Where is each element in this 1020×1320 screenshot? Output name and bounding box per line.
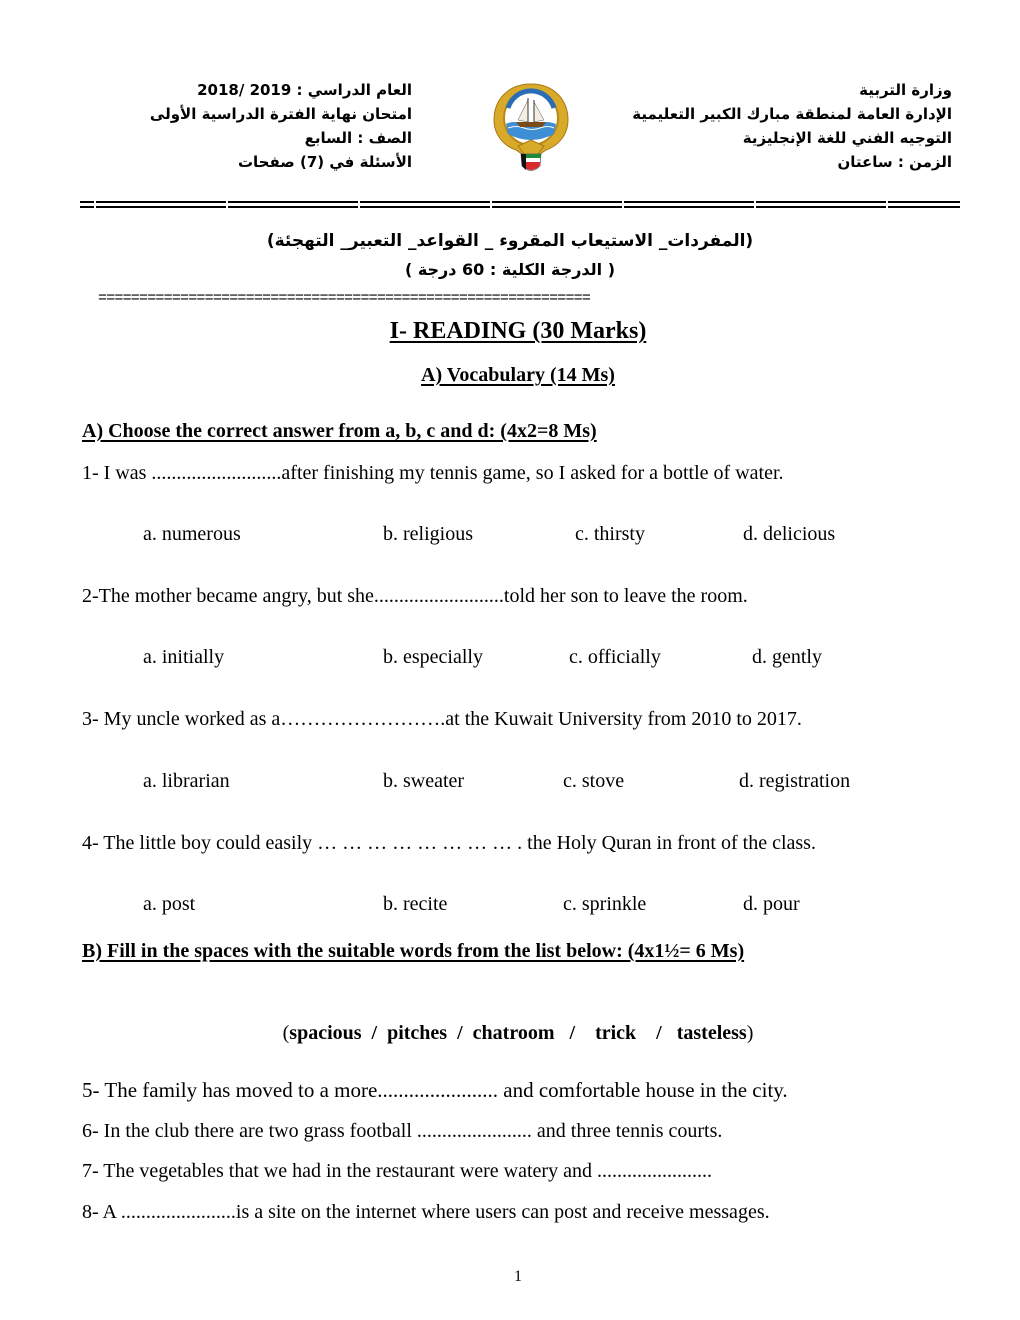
fill-sentence-6: 6- In the club there are two grass football ....................... and three tennis courts. [82,1120,723,1142]
q4-option-b[interactable]: b. recite [383,893,448,915]
q4-option-c[interactable]: c. sprinkle [563,893,647,915]
question-2: 2-The mother became angry, but she..........................told her son to leave the room. [82,585,748,607]
exam-duration: الزمن : ساعتان [837,153,952,171]
kuwait-emblem-icon [488,80,574,176]
supervision-name: التوجيه الفني للغة الإنجليزية [742,129,952,147]
ministry-name: وزارة التربية [859,81,952,99]
q1-option-b[interactable]: b. religious [383,523,473,545]
q2-option-a[interactable]: a. initially [143,646,225,668]
total-grade: ( الدرجة الكلية : 60 درجة ) [404,260,616,279]
equals-divider: ============================================================ [98,290,591,307]
fill-sentence-5: 5- The family has moved to a more....................... and comfortable house in the city. [82,1078,788,1102]
q3-option-b[interactable]: b. sweater [383,770,465,792]
question-4: 4- The little boy could easily … … … … … … … … . the Holy Quran in front of the class. [82,832,816,854]
header-double-divider [80,201,960,208]
academic-year: العام الدراسي : 2019 /2018 [197,81,412,99]
exam-sections-title: (المفردات_ الاستيعاب المقروء _ القواعد_ التعبير_ التهجئة) [266,231,754,251]
page-number: 1 [514,1268,522,1285]
q2-option-b[interactable]: b. especially [383,646,483,668]
grade-level: الصف : السابع [304,129,412,147]
fill-sentence-8: 8- A .......................is a site on the internet where users can post and receive messages. [82,1201,770,1223]
word-chatroom: chatroom [472,1022,555,1044]
q1-option-c[interactable]: c. thirsty [575,523,645,545]
exam-info-header [150,78,412,174]
q4-option-a[interactable]: a. post [143,893,196,915]
word-pitches: pitches [387,1022,448,1044]
word-trick: trick [595,1022,637,1044]
q1-option-a[interactable]: a. numerous [143,523,241,545]
vocabulary-section-title: A) Vocabulary (14 Ms) [421,364,615,386]
exam-title: امتحان نهاية الفترة الدراسية الأولى [149,105,412,123]
q1-option-d[interactable]: d. delicious [743,523,836,545]
q4-option-d[interactable]: d. pour [743,893,800,915]
q3-option-d[interactable]: d. registration [739,770,851,792]
directorate-name: الإدارة العامة لمنطقة مبارك الكبير التعليمية [632,105,952,123]
question-3: 3- My uncle worked as a…………………….at the Kuwait University from 2010 to 2017. [82,708,802,730]
q3-option-c[interactable]: c. stove [563,770,625,792]
question-1: 1- I was ..........................after finishing my tennis game, so I asked for a bottle of water. [82,462,784,484]
page-count: الأسئلة في (7) صفحات [237,153,412,171]
ministry-header [632,78,952,174]
reading-section-title: I- READING (30 Marks) [389,318,647,344]
word-spacious: spacious [289,1022,362,1044]
q2-option-d[interactable]: d. gently [752,646,822,668]
word-bank: (spacious / pitches / chatroom / trick / tasteless) [282,1022,754,1044]
q3-option-a[interactable]: a. librarian [143,770,230,792]
fill-sentence-7: 7- The vegetables that we had in the restaurant were watery and ....................... [82,1160,712,1182]
part-a-instruction: A) Choose the correct answer from a, b, c and d: (4x2=8 Ms) [82,420,597,442]
q2-option-c[interactable]: c. officially [569,646,661,668]
word-tasteless: tasteless [676,1022,747,1044]
part-b-instruction: B) Fill in the spaces with the suitable words from the list below: (4x1½= 6 Ms) [82,940,745,962]
